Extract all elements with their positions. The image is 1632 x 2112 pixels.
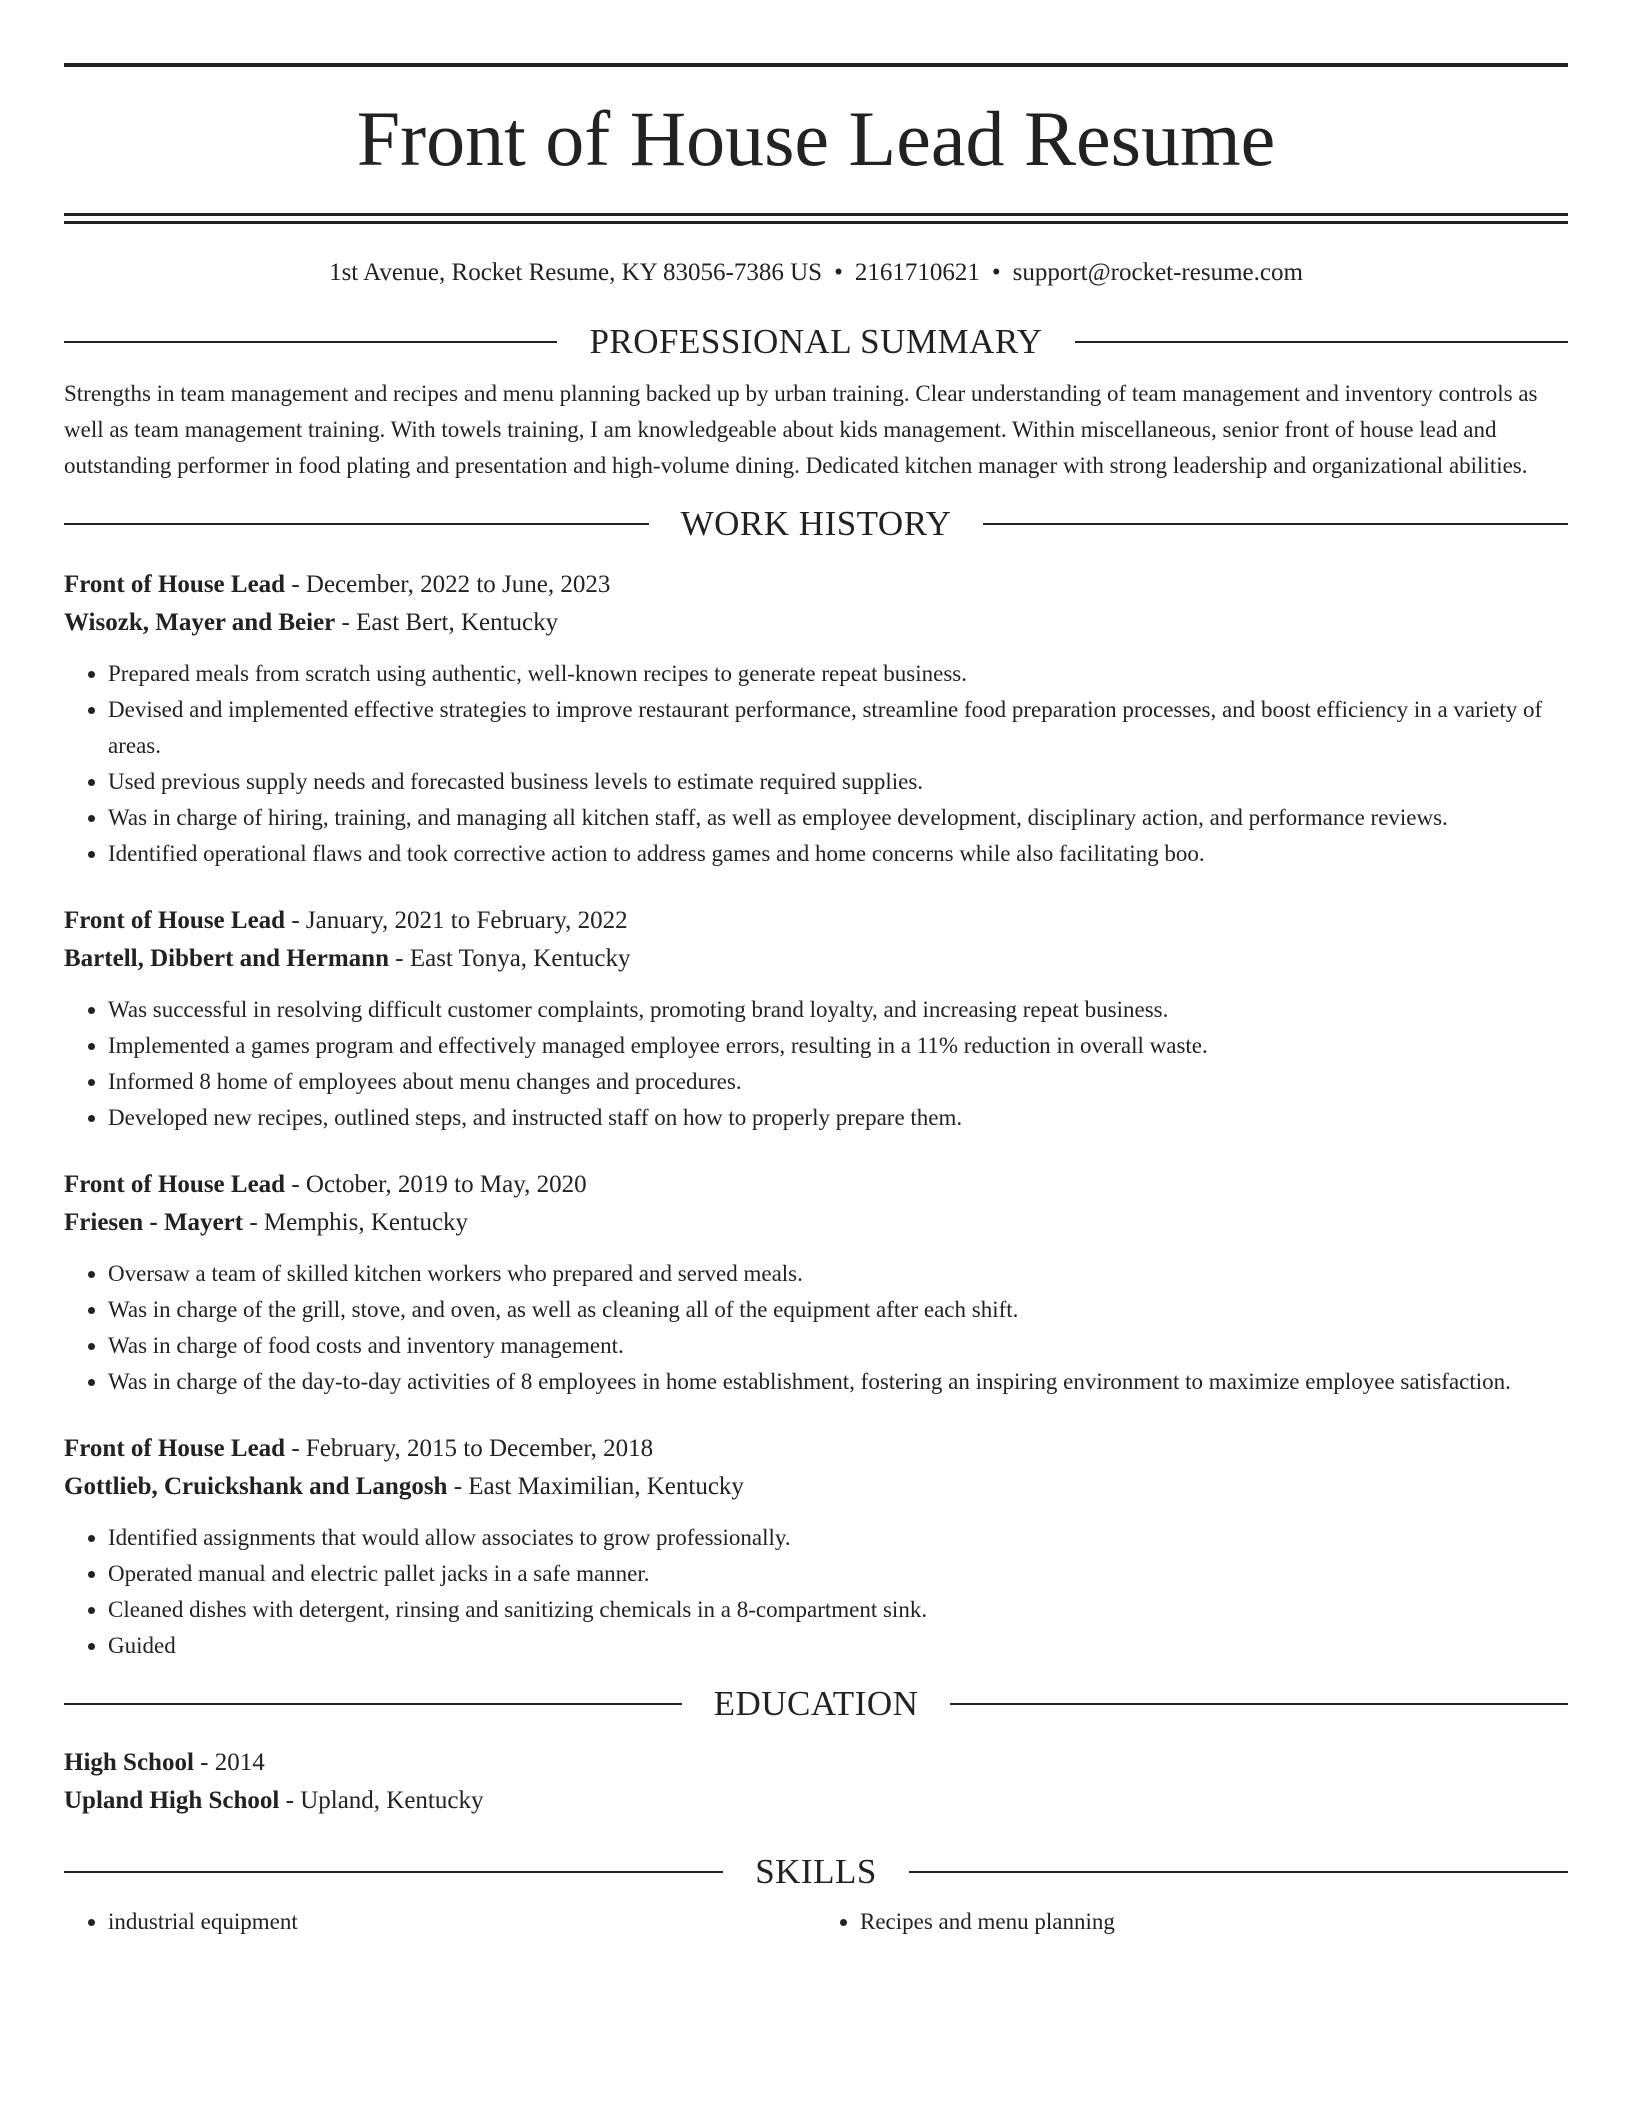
summary-heading — [64, 322, 1568, 362]
skills-column-left — [64, 1904, 816, 1940]
job-company-line: Gottlieb, Cruickshank and Langosh - East Maximilian, Kentucky — [64, 1473, 744, 1500]
job-entry — [64, 566, 1568, 872]
contact-separator: • — [834, 259, 843, 286]
education-heading-label: EDUCATION — [713, 1684, 919, 1723]
education-year: 2014 — [214, 1749, 265, 1776]
job-location: Memphis, Kentucky — [263, 1209, 469, 1236]
list-item: • Identified assignments that would allow associates to grow professionally. — [108, 1520, 1568, 1556]
contact-separator: • — [991, 259, 1001, 286]
job-location: East Maximilian, Kentucky — [468, 1473, 744, 1500]
job-title: Front of House Lead — [64, 571, 286, 598]
list-item: • Was in charge of hiring, training, and managing all kitchen staff, as well as employee development, disciplinary action, and performance reviews. — [108, 800, 1568, 836]
list-item: • Was successful in resolving difficult customer complaints, promoting brand loyalty, and increasing repeat business. — [108, 992, 1568, 1028]
job-company: Gottlieb, Cruickshank and Langosh — [64, 1473, 448, 1500]
list-item: • Identified operational flaws and took corrective action to address games and home concerns while also facilitating boo. — [108, 836, 1568, 872]
heading-rule — [950, 1703, 1568, 1705]
job-company: Bartell, Dibbert and Hermann — [64, 945, 389, 972]
skills-heading — [64, 1852, 1568, 1892]
job-title: Front of House Lead — [64, 907, 286, 934]
list-item: • Oversaw a team of skilled kitchen workers who prepared and served meals. — [108, 1256, 1568, 1292]
education-entry — [64, 1744, 1568, 1820]
job-title-line: Front of House Lead - October, 2019 to May, 2020 — [64, 1171, 587, 1198]
education-heading — [64, 1684, 1568, 1724]
heading-rule — [909, 1871, 1568, 1873]
job-dates: October, 2019 to May, 2020 — [305, 1171, 587, 1198]
summary-text: Strengths in team management and recipes and menu planning backed up by urban training. Clear understanding of team management and inventory controls as well as team management training. With towels training, I am knowledgeable about kids management. Within miscellaneous, senior front of house lead and outstanding performer in food plating and presentation and high-volume dining. Dedicated kitchen manager with strong leadership and organizational abilities. — [64, 381, 1538, 478]
list-item: • Cleaned dishes with detergent, rinsing and sanitizing chemicals in a 8-compartment sink. — [108, 1592, 1568, 1628]
job-company-line: Bartell, Dibbert and Hermann - East Tonya, Kentucky — [64, 945, 631, 972]
job-company-line: Friesen - Mayert - Memphis, Kentucky — [64, 1209, 469, 1236]
education-degree-line: High School - 2014 — [64, 1749, 265, 1776]
education-degree: High School — [64, 1749, 194, 1776]
job-company-line: Wisozk, Mayer and Beier - East Bert, Kentucky — [64, 609, 559, 636]
job-entry — [64, 1166, 1568, 1400]
list-item: • Informed 8 home of employees about menu changes and procedures. — [108, 1064, 1568, 1100]
heading-rule — [983, 523, 1568, 525]
contact-address: 1st Avenue, Rocket Resume, KY 83056-7386 US — [329, 259, 823, 286]
job-dates: December, 2022 to June, 2023 — [305, 571, 611, 598]
list-item: • Implemented a games program and effectively managed employee errors, resulting in a 11% reduction in overall waste. — [108, 1028, 1568, 1064]
contact-phone: 2161710621 — [854, 259, 980, 286]
job-location: East Tonya, Kentucky — [409, 945, 631, 972]
education-location: Upland, Kentucky — [300, 1787, 484, 1814]
job-entry — [64, 902, 1568, 1136]
job-title: Front of House Lead — [64, 1435, 286, 1462]
page-title: Front of House Lead Resume — [356, 95, 1276, 182]
job-bullets — [64, 992, 1568, 1136]
heading-rule — [64, 341, 557, 343]
work-history-heading-label: WORK HISTORY — [680, 504, 952, 543]
list-item: • Was in charge of the day-to-day activities of 8 employees in home establishment, fostering an inspiring environment to maximize employee satisfaction. — [108, 1364, 1568, 1400]
contact-line — [64, 258, 1568, 288]
list-item: • Prepared meals from scratch using authentic, well-known recipes to generate repeat business. — [108, 656, 1568, 692]
contact-email: support@rocket-resume.com — [1012, 259, 1303, 286]
top-rule — [64, 63, 1568, 67]
job-dates: February, 2015 to December, 2018 — [305, 1435, 654, 1462]
list-item: • Used previous supply needs and forecasted business levels to estimate required supplies. — [108, 764, 1568, 800]
title-double-rule — [64, 213, 1568, 224]
skills-heading-label: SKILLS — [755, 1852, 877, 1891]
list-item: • Was in charge of food costs and inventory management. — [108, 1328, 1568, 1364]
list-item: • Developed new recipes, outlined steps, and instructed staff on how to properly prepare them. — [108, 1100, 1568, 1136]
job-title-line: Front of House Lead - January, 2021 to February, 2022 — [64, 907, 628, 934]
heading-rule — [64, 523, 649, 525]
list-item: • Guided — [108, 1628, 1568, 1664]
job-bullets — [64, 1520, 1568, 1664]
skills-column-right — [816, 1904, 1568, 1940]
heading-rule — [64, 1703, 682, 1705]
summary-heading-label: PROFESSIONAL SUMMARY — [589, 322, 1043, 361]
education-school: Upland High School — [64, 1787, 280, 1814]
work-history-heading — [64, 504, 1568, 544]
job-title-line: Front of House Lead - February, 2015 to December, 2018 — [64, 1435, 654, 1462]
job-location: East Bert, Kentucky — [356, 609, 559, 636]
job-company: Friesen - Mayert — [64, 1209, 244, 1236]
list-item: • Devised and implemented effective strategies to improve restaurant performance, streamline food preparation processes, and boost efficiency in a variety of areas. — [108, 692, 1568, 764]
list-item: • Recipes and menu planning — [860, 1904, 1568, 1940]
job-title: Front of House Lead — [64, 1171, 286, 1198]
job-company: Wisozk, Mayer and Beier — [64, 609, 336, 636]
heading-rule — [1075, 341, 1568, 343]
job-entry — [64, 1430, 1568, 1664]
list-item: • industrial equipment — [108, 1904, 816, 1940]
job-title-line: Front of House Lead - December, 2022 to June, 2023 — [64, 571, 611, 598]
list-item: • Operated manual and electric pallet jacks in a safe manner. — [108, 1556, 1568, 1592]
job-bullets — [64, 1256, 1568, 1400]
job-dates: January, 2021 to February, 2022 — [305, 907, 628, 934]
list-item: • Was in charge of the grill, stove, and oven, as well as cleaning all of the equipment after each shift. — [108, 1292, 1568, 1328]
job-bullets — [64, 656, 1568, 872]
skills-list — [64, 1904, 1568, 1940]
heading-rule — [64, 1871, 723, 1873]
education-school-line: Upland High School - Upland, Kentucky — [64, 1787, 484, 1814]
